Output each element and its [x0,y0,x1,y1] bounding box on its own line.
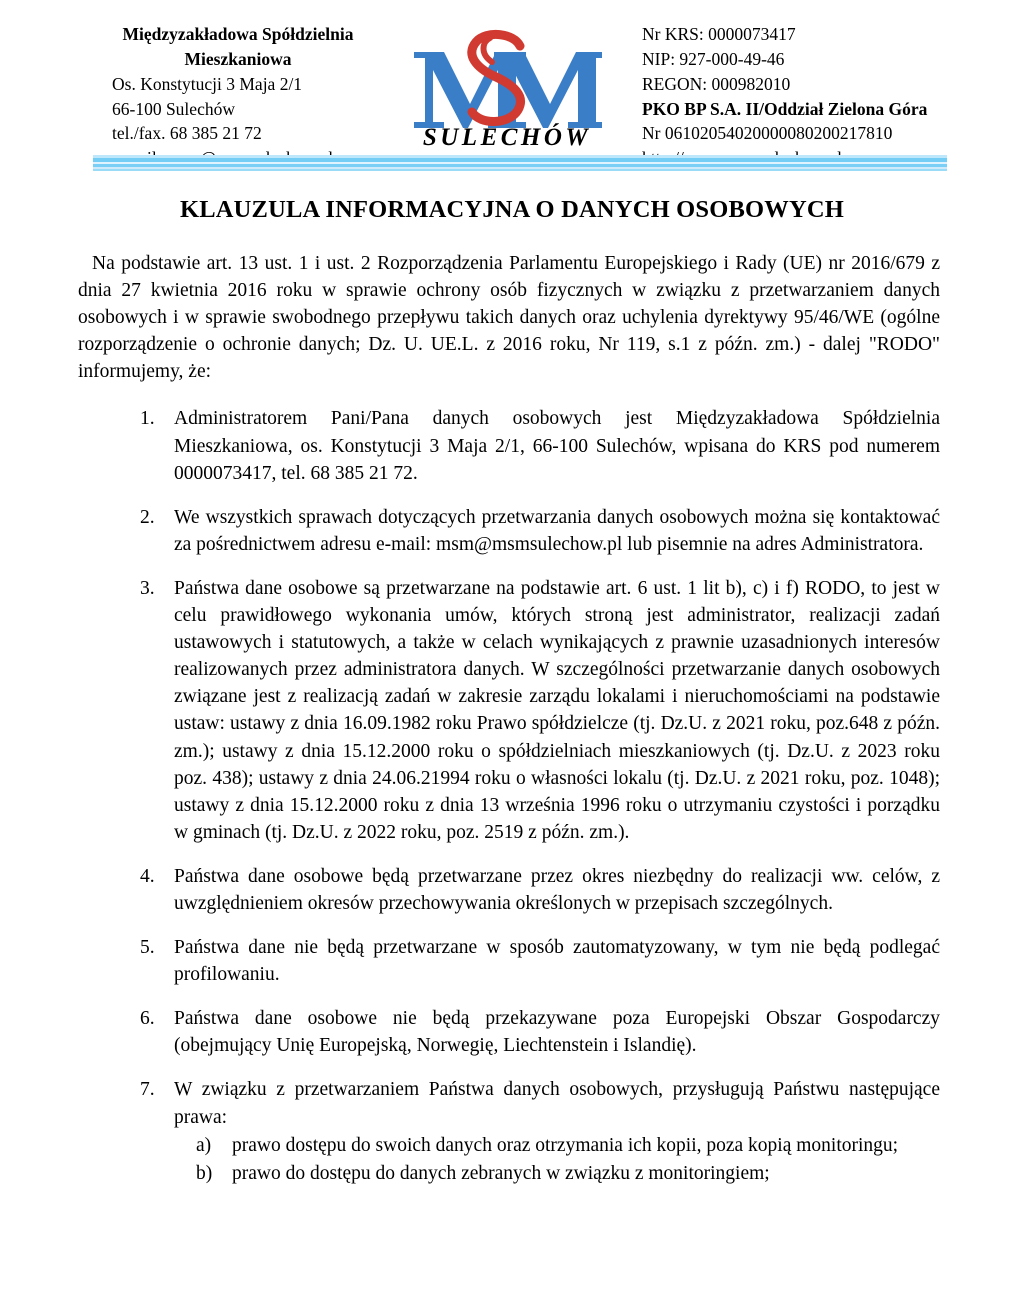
logo-wordmark: SULECHÓW [422,124,592,151]
bank-name: PKO BP S.A. II/Oddział Zielona Góra [642,98,928,119]
bank-account-number: Nr 06102054020000080200217810 [642,123,893,144]
letterhead [0,0,1024,151]
list-item [78,1005,946,1059]
regon-number: REGON: 000982010 [642,73,791,94]
organization-address-block [70,22,370,171]
list-item-text: Państwa dane osobowe nie będą przekazywane poza Europejski Obszar Gospodarczy (obejmujący Unię Europejską, Norwegię, Liechtenstein i Islandię). [174,1008,940,1057]
list-item-lead-text: W związku z przetwarzaniem Państwa danych osobowych, przysługują Państwu następujące prawa: [174,1079,940,1128]
list-item-number: 4. [140,865,155,887]
rights-sublist [174,1132,940,1187]
list-item-text: Administratorem Pani/Pana danych osobowych jest Międzyzakładowa Spółdzielnia Mieszkaniowa, os. Konstytucji 3 Maja 2/1, 66-100 Sulechów, wpisana do KRS pod numerem 0000073417, tel. 68 385 21 72. [174,408,940,484]
list-item [174,1132,940,1159]
list-item-number: 6. [140,1008,155,1030]
logo-block [370,22,634,152]
list-item-text: Państwa dane osobowe będą przetwarzane przez okres niezbędny do realizacji ww. celów, z uwzględnieniem okresów przechowywania określonych w przepisach szczególnych. [174,865,940,914]
list-item [78,1076,946,1186]
nip-number: NIP: 927-000-49-46 [642,48,785,69]
address-street: Os. Konstytucji 3 Maja 2/1 [112,73,303,94]
list-item-text: Państwa dane nie będą przetwarzane w sposób zautomatyzowany, w tym nie będą podlegać profilowaniu. [174,937,940,986]
list-item [78,575,946,846]
list-item [78,405,946,486]
sublist-item-text: prawo do dostępu do danych zebranych w związku z monitoringiem; [232,1162,770,1184]
list-item-number: 2. [140,506,155,528]
list-item-number: 5. [140,937,155,959]
sublist-item-text: prawo dostępu do swoich danych oraz otrzymania ich kopii, poza kopią monitoringu; [232,1134,899,1156]
msm-logo-icon [402,24,602,136]
list-item [174,1160,940,1187]
organization-name-line-2: Mieszkaniowa [184,48,292,69]
organization-name-line-1: Międzyzakładowa Spółdzielnia [122,24,354,44]
list-item-text: Państwa dane osobowe są przetwarzane na podstawie art. 6 ust. 1 lit b), c) i f) RODO, to jest w celu prawidłowego wykonania umów, których stroną jest administrator, realizacji zadań ustawowych i statutowych, a także w celach wynikających z prawnie uzasadnionych interesów realizowanych przez administratora danych. W szczególności przetwarzanie danych osobowych związane jest z realizacją zadań w zakresie zarządu lokalami i nieruchomościami na podstawie ustaw: ustawy z dnia 16.09.1982 roku Prawo spółdzielcze (tj. Dz.U. z 2021 roku, poz.648 z późn. zm.); ustawy z dnia 15.12.2000 roku o spółdzielniach mieszkaniowych (tj. Dz.U. z 2023 roku poz. 438); ustawy z dnia 24.06.21994 roku o własności lokalu (tj. Dz.U. z 2021 roku, poz. 1048); ustawy z dnia 15.12.2000 roku z dnia 13 września 1996 roku o utrzymaniu czystości i porządku w gminach (tj. Dz.U. z 2022 roku, poz. 2519 z późn. zm.). [174,577,940,843]
document-body [0,148,1024,1187]
list-item [78,934,946,988]
list-item [78,863,946,917]
list-item [78,504,946,558]
list-item-number: 7. [140,1079,155,1101]
sublist-item-marker: a) [196,1134,212,1156]
list-item-number: 1. [140,408,155,430]
list-item-number: 3. [140,577,155,599]
list-item-text: We wszystkich sprawach dotyczących przetwarzania danych osobowych można się kontaktować za pośrednictwem adresu e-mail: msm@msmsulechow.pl lub pisemnie na adres Administratora. [174,506,940,555]
address-phone: tel./fax. 68 385 21 72 [112,123,262,144]
intro-paragraph: Na podstawie art. 13 ust. 1 i ust. 2 Rozporządzenia Parlamentu Europejskiego i Rady (UE) nr 2016/679 z dnia 27 kwietnia 2016 roku w sprawie ochrony osób fizycznych w związku z przetwarzaniem danych osobowych i w sprawie swobodnego przepływu takich danych oraz uchylenia dyrektywy 95/46/WE (ogólne rozporządzenie o ochronie danych; Dz. U. UE.L. z 2016 roku, Nr 119, s.1 z późn. zm.) - dalej "RODO" informujemy, że: [78,253,940,383]
registry-details-block [634,22,954,171]
header-divider [93,155,947,171]
page-title: KLAUZULA INFORMACYJNA O DANYCH OSOBOWYCH [179,196,845,223]
clause-list [78,405,946,1186]
sublist-item-marker: b) [196,1162,213,1184]
krs-number: Nr KRS: 0000073417 [642,24,796,44]
list-item-text [174,1076,946,1186]
address-city: 66-100 Sulechów [112,98,235,119]
